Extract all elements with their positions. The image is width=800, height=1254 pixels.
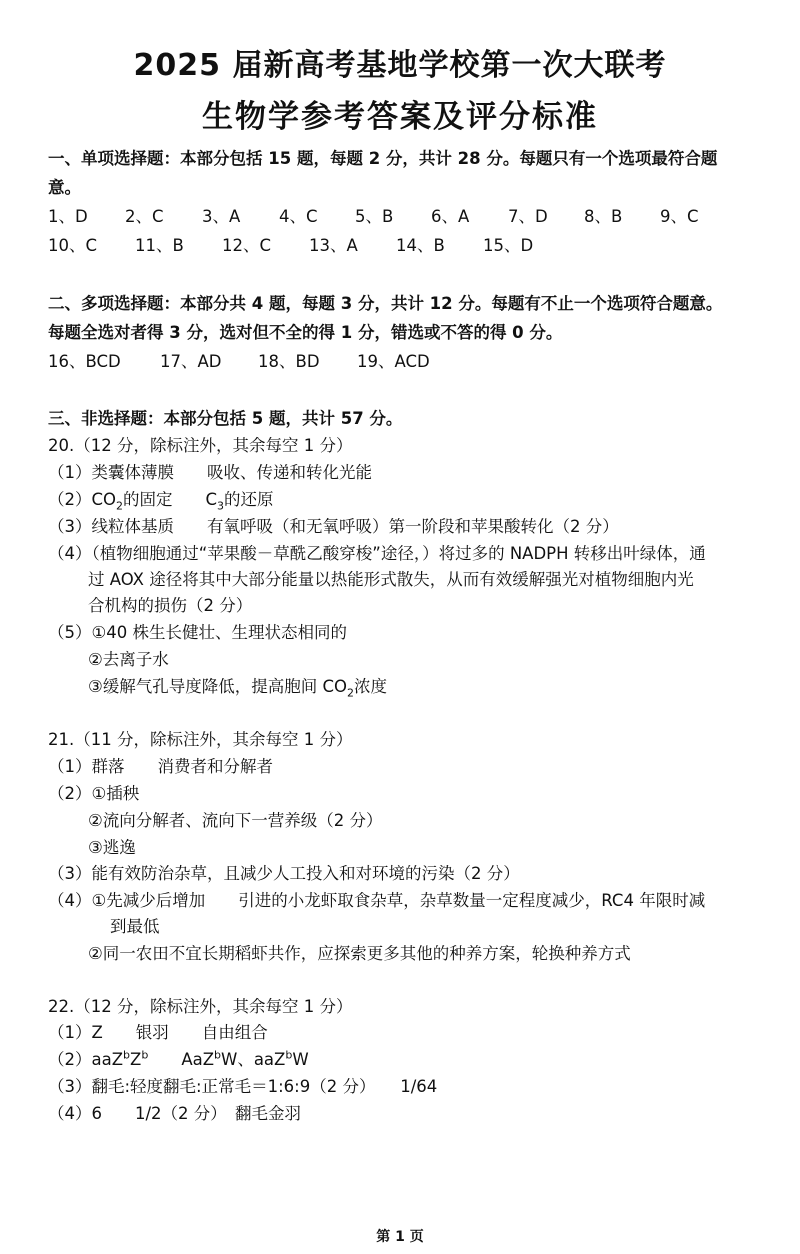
q21-heading: 21.（11 分，除标注外，其余每空 1 分）: [48, 730, 353, 749]
answer-item: 16、BCD: [48, 352, 121, 371]
q21-part4-cont: 到最低: [110, 917, 160, 936]
answer-item: 10、C: [48, 236, 98, 255]
q21-part4: （4）①先减少后增加 引进的小龙虾取食杂草，杂草数量一定程度减少，RC4 年限时减: [48, 891, 706, 910]
answer-item: 15、D: [483, 236, 534, 255]
q20-part4: （4）（植物细胞通过“苹果酸－草酰乙酸穿梭”途径，）将过多的 NADPH 转移出叶绿体，通: [48, 544, 706, 563]
section2-header-cont: 每题全选对者得 3 分，选对但不全的得 1 分，错选或不答的得 0 分。: [48, 323, 563, 342]
answer-item: 17、AD: [160, 352, 222, 371]
superscript: b: [123, 1048, 131, 1062]
text-fragment: Z: [130, 1050, 142, 1069]
text-fragment: 浓度: [354, 677, 388, 696]
q22-part2: [48, 1046, 309, 1070]
text-fragment: W: [292, 1050, 309, 1069]
q20-part5: （5）①40 株生长健壮、生理状态相同的: [48, 623, 348, 642]
superscript: b: [285, 1048, 293, 1062]
section1-header: 一、单项选择题：本部分包括 15 题，每题 2 分，共计 28 分。每题只有一个选项最符合题: [48, 149, 718, 168]
q21-part1: （1）群落 消费者和分解者: [48, 757, 273, 776]
answer-item: 18、BD: [258, 352, 320, 371]
answer-item: 19、ACD: [357, 352, 430, 371]
answer-item: 14、B: [396, 236, 445, 255]
q20-part3: （3）线粒体基质 有氧呼吸（和无氧呼吸）第一阶段和苹果酸转化（2 分）: [48, 517, 619, 536]
page-number: 第 1 页: [376, 1229, 424, 1245]
answer-item: 9、C: [660, 207, 699, 226]
q20-part4-cont: 过 AOX 途径将其中大部分能量以热能形式散失，从而有效缓解强光对植物细胞内光: [88, 570, 694, 589]
q20-part1: （1）类囊体薄膜 吸收、传递和转化光能: [48, 463, 372, 482]
section3-header: 三、非选择题：本部分包括 5 题，共计 57 分。: [48, 409, 403, 428]
q21-part4-sub2: ②同一农田不宜长期稻虾共作，应探索更多其他的种养方案，轮换种养方式: [88, 944, 631, 963]
text-fragment: 的还原: [224, 490, 274, 509]
text-fragment: AaZ: [148, 1050, 215, 1069]
page-title: 2025 届新高考基地学校第一次大联考: [133, 48, 667, 83]
subscript: 3: [217, 499, 225, 513]
answer-item: 11、B: [135, 236, 184, 255]
answer-item: 8、B: [584, 207, 623, 226]
answer-item: 12、C: [222, 236, 272, 255]
q20-part5-sub3: [88, 673, 387, 699]
answer-item: 13、A: [309, 236, 358, 255]
superscript: b: [141, 1048, 149, 1062]
q20-part4-cont2: 合机构的损伤（2 分）: [88, 596, 253, 615]
q22-heading: 22.（12 分，除标注外，其余每空 1 分）: [48, 997, 353, 1016]
q22-part4: （4）6 1/2（2 分） 翻毛金羽: [48, 1104, 302, 1123]
section1-header-cont: 意。: [48, 178, 81, 197]
section2-header: 二、多项选择题：本部分共 4 题，每题 3 分，共计 12 分。每题有不止一个选项符合题意。: [48, 294, 723, 313]
subscript: 2: [116, 499, 124, 513]
answer-item: 6、A: [431, 207, 470, 226]
answer-item: 3、A: [202, 207, 241, 226]
q21-part3: （3）能有效防治杂草，且减少人工投入和对环境的污染（2 分）: [48, 864, 520, 883]
subscript: 2: [347, 686, 355, 700]
text-fragment: ③缓解气孔导度降低，提高胞间 CO: [88, 677, 348, 696]
text-fragment: 的固定 C: [123, 490, 218, 509]
q21-part2-sub2: ②流向分解者、流向下一营养级（2 分）: [88, 811, 383, 830]
q21-part2-sub3: ③逃逸: [88, 838, 136, 857]
text-fragment: （2）aaZ: [48, 1050, 124, 1069]
q22-part1: （1）Z 银羽 自由组合: [48, 1023, 268, 1042]
superscript: b: [214, 1048, 221, 1062]
answer-item: 2、C: [125, 207, 164, 226]
text-fragment: （2）CO: [48, 490, 117, 509]
answer-item: 7、D: [508, 207, 548, 226]
page-subtitle: 生物学参考答案及评分标准: [202, 99, 598, 135]
answer-item: 1、D: [48, 207, 88, 226]
answer-item: 4、C: [279, 207, 318, 226]
text-fragment: W、aaZ: [221, 1050, 286, 1069]
q22-part3: （3）翻毛:轻度翻毛:正常毛＝1:6:9（2 分） 1/64: [48, 1077, 438, 1096]
q20-part5-sub2: ②去离子水: [88, 650, 169, 669]
answer-item: 5、B: [355, 207, 394, 226]
q21-part2: （2）①插秧: [48, 784, 140, 803]
q20-heading: 20.（12 分，除标注外，其余每空 1 分）: [48, 436, 353, 455]
q20-part2: [48, 486, 274, 512]
